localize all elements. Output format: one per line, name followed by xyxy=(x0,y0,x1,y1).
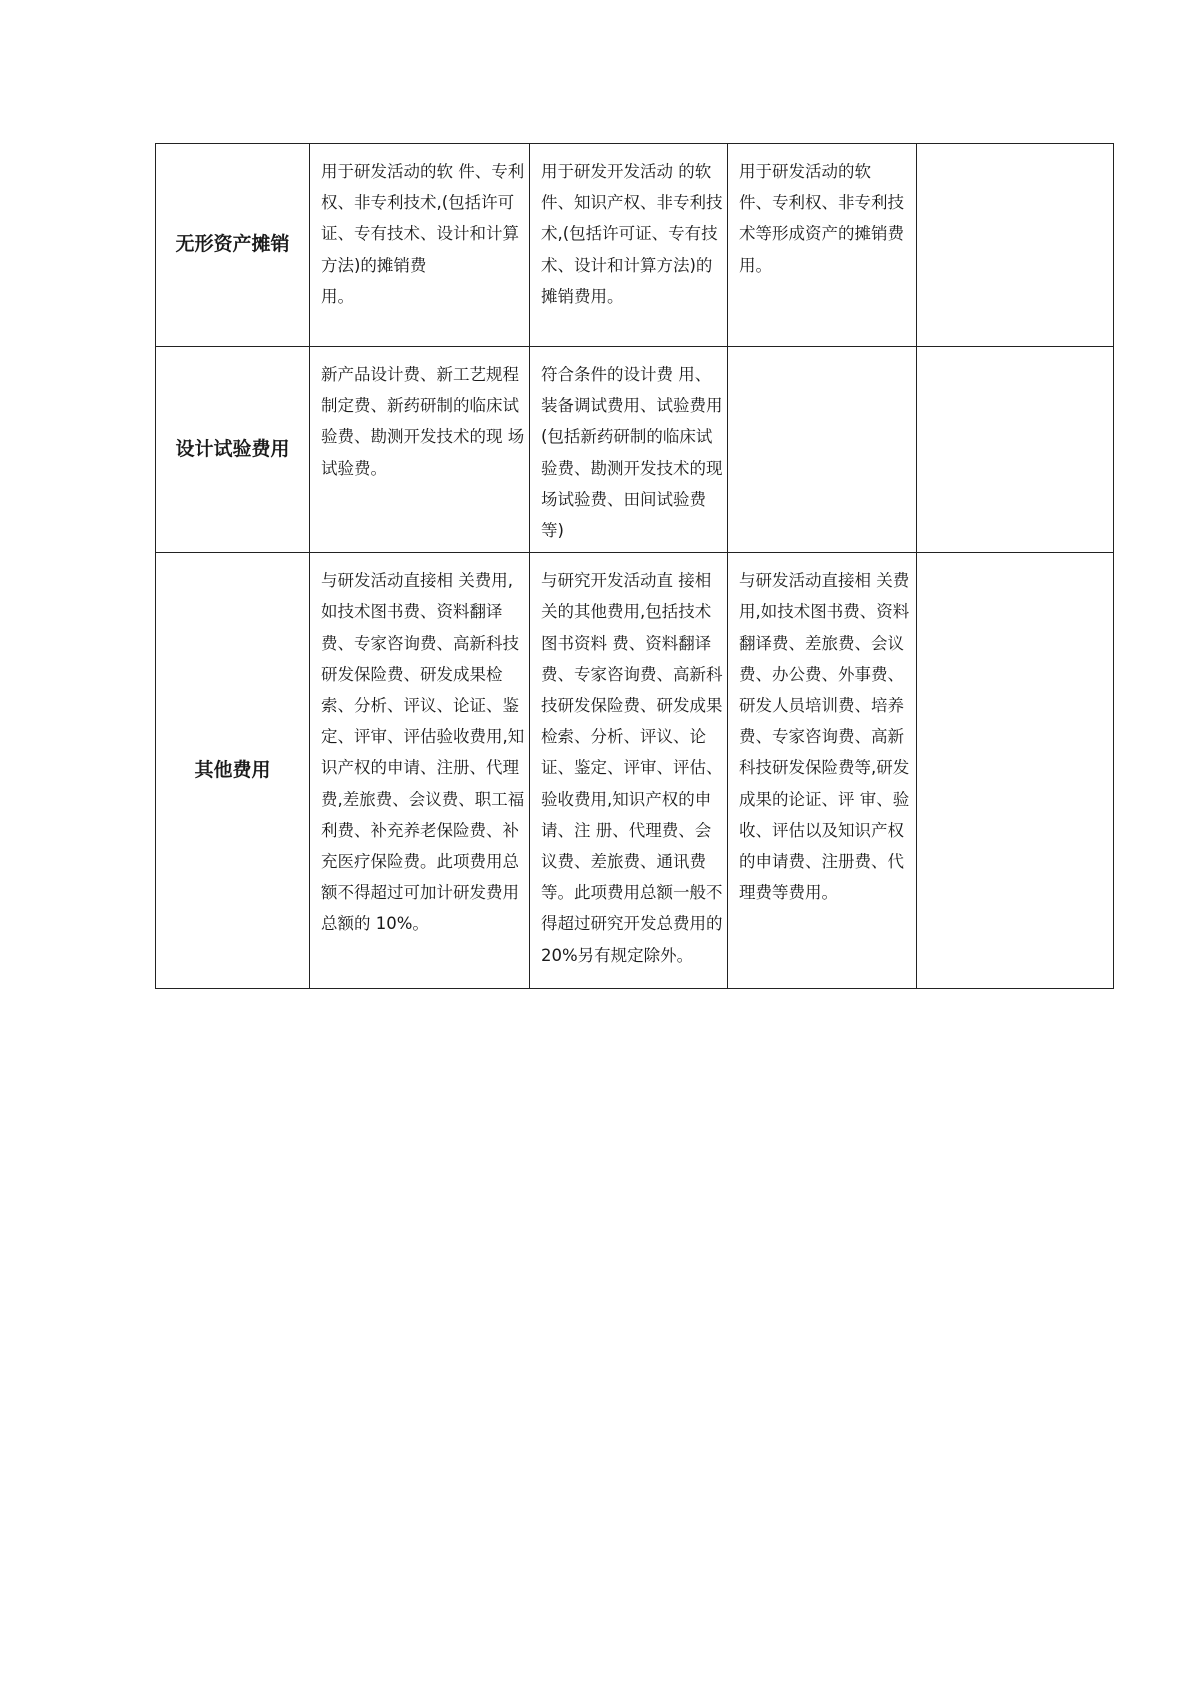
table-row xyxy=(156,553,1114,989)
cell-text: 用于研发活动的软 件、专利权、非专利技术,(包括许可证、专有技术、设计和计算方法)的摊销费 用。 xyxy=(321,162,525,306)
cell-text: 用于研发活动的软 件、专利权、非专利技术等形成资产的摊销费用。 xyxy=(739,162,904,275)
table-cell xyxy=(530,553,728,989)
table-cell xyxy=(310,347,530,553)
table-cell xyxy=(310,553,530,989)
cell-text: 用于研发开发活动 的软件、知识产权、非专利技术,(包括许可证、专有技术、设计和计算方法)的 摊销费用。 xyxy=(541,162,723,306)
table-cell xyxy=(728,144,917,347)
cell-text: 与研发活动直接相 关费用,如技术图书费、资料翻译费、专家咨询费、高新科技研发保险费、研发成果检索、分析、评议、论证、鉴定、评审、评估验收费用,知识产权的申请、注册、代理费,差旅费、会议费、职工福利费、补充养老保险费、补充医疗保险费。此项费用总额不得超过可加计研发费用总额的 10%。 xyxy=(321,571,525,934)
cell-text: 与研发活动直接相 关费用,如技术图书费、资料翻译费、差旅费、会议费、办公费、外事费、研发人员培训费、培养费、专家咨询费、高新科技研发保险费等,研发成果的论证、评 审、验收、评估以及知识产权的申请费、注册费、代理费等费用。 xyxy=(739,571,910,903)
table-cell xyxy=(310,144,530,347)
table-cell xyxy=(917,553,1114,989)
rd-expense-table xyxy=(155,143,1114,989)
row-label: 设计试验费用 xyxy=(156,347,310,553)
table-cell xyxy=(917,144,1114,347)
table-cell xyxy=(917,347,1114,553)
row-label: 无形资产摊销 xyxy=(156,144,310,347)
cell-text: 与研究开发活动直 接相关的其他费用,包括技术图书资料 费、资料翻译费、专家咨询费、高新科技研发保险费、研发成果检索、分析、评议、论证、鉴定、评审、评估、验收费用,知识产权的申请、注 册、代理费、会议费、差旅费、通讯费等。此项费用总额一般不得超过研究开发总费用的 20%另有规定除外。 xyxy=(541,571,723,965)
table-cell xyxy=(530,144,728,347)
table-row xyxy=(156,144,1114,347)
cell-text: 新产品设计费、新工艺规程制定费、新药研制的临床试验费、勘测开发技术的现 场试验费。 xyxy=(321,365,525,478)
cell-text: 符合条件的设计费 用、装备调试费用、试验费用 (包括新药研制的临床试验费、勘测开发技术的现 场试验费、田间试验费等) xyxy=(541,365,723,541)
table-cell xyxy=(530,347,728,553)
table-cell xyxy=(728,553,917,989)
row-label: 其他费用 xyxy=(156,553,310,989)
table-row xyxy=(156,347,1114,553)
table-cell xyxy=(728,347,917,553)
